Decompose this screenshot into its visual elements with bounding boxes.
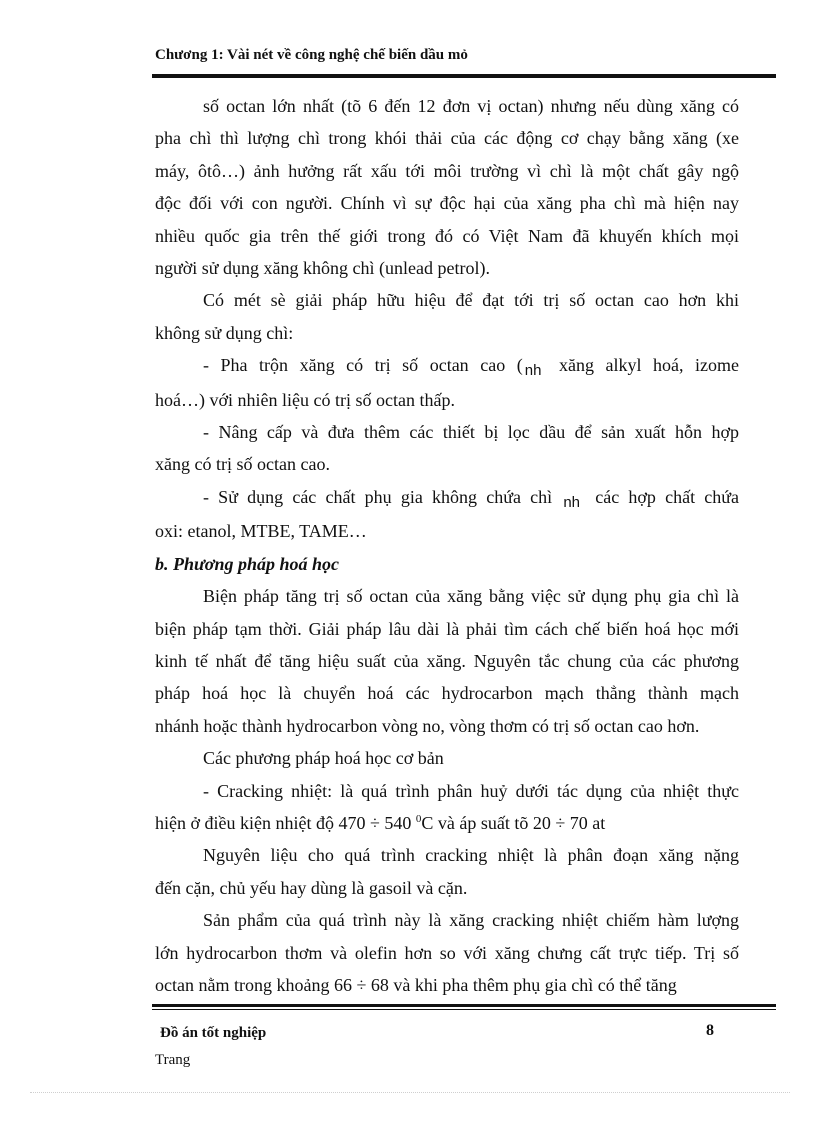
bullet-3-text-b: các hợp chất chứa — [595, 486, 740, 507]
page-header-title: Chương 1: Vài nét về công nghệ chế biến dầu mỏ — [155, 47, 468, 63]
paragraph-4 — [155, 742, 739, 774]
text-line: Có mét sè giải pháp hữu hiệu để đạt tới trị số octan cao hơn khi — [203, 290, 739, 311]
text-line: độc đối với con người. Chính vì sự độc hại của xăng pha chì mà hiện nay — [155, 193, 739, 214]
pressure-text: C và áp suất tõ 20 ÷ 70 at — [421, 812, 606, 833]
bullet-3 — [155, 481, 739, 548]
nh-glyph: nh — [563, 493, 581, 511]
text-line: kinh tế nhất để tăng hiệu suất của xăng. Nguyên tắc chung của các phương — [155, 650, 739, 671]
text-line: Biện pháp tăng trị số octan của xăng bằng việc sử dụng phụ gia chì là — [203, 586, 739, 607]
bullet-3-text-a: - Sử dụng các chất phụ gia không chứa chì — [203, 486, 553, 507]
header-rule — [152, 74, 776, 78]
text-line: lớn hydrocarbon thơm và olefin hơn so với xăng chưng cất trực tiếp. Trị số — [155, 942, 739, 963]
text-line — [155, 349, 739, 383]
text-line: nhánh hoặc thành hydrocarbon vòng no, vòng thơm có trị số octan cao hơn. — [155, 715, 700, 736]
text-line: hoá…) với nhiên liệu có trị số octan thấp. — [155, 389, 455, 410]
bullet-1-text-a: - Pha trộn xăng có trị số octan cao ( — [203, 355, 523, 376]
page-number: 8 — [706, 1022, 714, 1039]
text-line: - Cracking nhiệt: là quá trình phân huỷ dưới tác dụng của nhiệt thực — [203, 780, 739, 801]
paragraph-6 — [155, 839, 739, 904]
nh-glyph: nh — [524, 362, 542, 380]
text-line: octan nằm trong khoảng 66 ÷ 68 và khi pha thêm phụ gia chì có thể tăng — [155, 974, 677, 995]
bullet-1-text-b: xăng alkyl hoá, izome — [558, 355, 740, 376]
text-line: không sử dụng chì: — [155, 322, 294, 343]
degree-superscript: 0 — [415, 812, 422, 825]
bullet-2 — [155, 416, 739, 481]
temperature-text: hiện ở điều kiện nhiệt độ 470 ÷ 540 — [155, 812, 416, 833]
page-bottom-dotted-rule — [30, 1092, 790, 1093]
footer-rule — [152, 1004, 776, 1010]
text-line — [155, 807, 739, 839]
paragraph-7 — [155, 904, 739, 1001]
footer-page-label: Trang — [155, 1052, 191, 1068]
text-line: Nguyên liệu cho quá trình cracking nhiệt là phân đoạn xăng nặng — [203, 845, 739, 866]
text-line: đến cặn, chủ yếu hay dùng là gasoil và cặn. — [155, 877, 468, 898]
paragraph-1 — [155, 90, 739, 284]
paragraph-2 — [155, 284, 739, 349]
section-heading-text: b. Phương pháp hoá học — [155, 553, 339, 574]
paragraph-5 — [155, 775, 739, 840]
paragraph-3 — [155, 580, 739, 742]
text-line: pha chì thì lượng chì trong khói thải của các động cơ chạy bằng xăng (xe — [155, 128, 739, 149]
text-line: người sử dụng xăng không chì (unlead petrol). — [155, 258, 490, 279]
text-line: oxi: etanol, MTBE, TAME… — [155, 521, 367, 542]
text-line: pháp hoá học là chuyển hoá các hydrocarbon mạch thẳng thành mạch — [155, 683, 739, 704]
footer-title: Đồ án tốt nghiệp — [160, 1025, 267, 1041]
text-line: - Nâng cấp và đưa thêm các thiết bị lọc dầu để sản xuất hỗn hợp — [203, 422, 739, 443]
text-line: xăng có trị số octan cao. — [155, 454, 330, 475]
text-line: Các phương pháp hoá học cơ bản — [203, 748, 444, 769]
section-heading — [155, 548, 739, 580]
text-line: biện pháp tạm thời. Giải pháp lâu dài là phải tìm cách chế biến hoá học mới — [155, 618, 739, 639]
text-line — [155, 481, 739, 515]
document-body — [155, 90, 739, 1001]
text-line: máy, ôtô…) ảnh hưởng rất xấu tới môi trường vì chì là một chất gây ngộ — [155, 160, 739, 181]
text-line: nhiều quốc gia trên thế giới trong đó có Việt Nam đã khuyến khích mọi — [155, 225, 739, 246]
text-line: số octan lớn nhất (tõ 6 đến 12 đơn vị octan) nhưng nếu dùng xăng có — [203, 96, 739, 116]
text-line: Sản phẩm của quá trình này là xăng cracking nhiệt chiếm hàm lượng — [203, 910, 739, 931]
bullet-1 — [155, 349, 739, 416]
